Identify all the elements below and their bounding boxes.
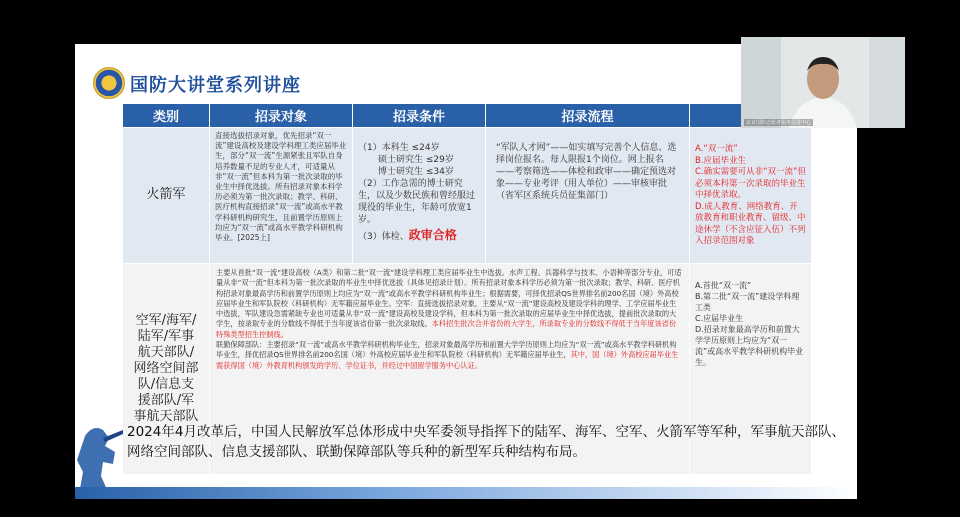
condition-phd-age: 博士研究生 ≤34岁 xyxy=(378,167,454,177)
bottom-decor-bar xyxy=(75,487,857,499)
webcam-label: 北京国防志愿者服务促进中心 xyxy=(746,120,812,126)
note-b: B.第二批“双一流”建设学科理工类 xyxy=(695,292,800,312)
presenter-webcam-feed xyxy=(741,37,905,128)
condition-health: （3）体检、 xyxy=(358,232,409,242)
targets-red2: 其中，国（境）外高校应届毕业生需获得国（境）外教育机构颁发的学历、学位证书，并经过中国留学服务中心认证。 xyxy=(216,350,679,370)
row1-targets: 直接选拔招录对象，优先招录“双一流”建设高校及建设学科理工类应届毕业生，部分“双一流”生源紧张且军队自身培养数量不足的专业人才，可适量从非“双一流”但本科为第一批次录取的毕业生中择优选拔。所有招录对象本科学历必须为第一批次录取；教学、科研、医疗机构直接招录“双一流”或高水平教学科研机构研究生，且前置学历原则上均应为“双一流”或高水平教学科研机构毕业。[2025上] xyxy=(210,128,352,263)
presenter-avatar-icon xyxy=(741,37,905,128)
note-c: C.应届毕业生 xyxy=(695,314,744,323)
header-conditions: 招录条件 xyxy=(353,104,485,127)
row1-conditions xyxy=(353,128,485,263)
condition-political-review: 政审合格 xyxy=(408,228,457,242)
targets-red: 本科招生批次合并省份的大学生，所录取专业的分数线不得低于当年度该省份特殊类型招生控制线。 xyxy=(216,319,677,339)
row2-category: 空军/海军/陆军/军事航天部队/网络空间部队/信息支援部队/军事航天部队 xyxy=(123,264,209,474)
note-b: B.应届毕业生 xyxy=(695,155,747,166)
note-d: D.招录对象最高学历和前置大学学历原则上均应为“双一流”或高水平教学科研机构毕业生。 xyxy=(695,325,804,367)
note-c: C.确实需要可从非“双一流”但必须本科第一次录取的毕业生中择优录取。 xyxy=(695,167,806,200)
targets-main: 主要从首批“双一流”建设高校（A类）和第二批“双一流”建设学科理工类应届毕业生中选拔。水声工程、兵器科学与技术、小语种等部分专业，可适量从非“双一流”但本科为第一批次录取的毕业生中择优选拔（具体见招录计划）。所有招录对象本科学历必须为第一批次录取；教学、科研、医疗机构招录对象最高学历和前置学历原则上均应为“双一流”或高水平教学科研机构毕业生；根据需要，可择优招录QS世界排名前200名国（境）外高校应届毕业生和军队院校（科研机构）无军籍应届毕业生。空军：直接选拔招录对象，主要从“双一流”建设高校及建设学科的理学、工学应届毕业生中选拔，军队建设急需紧缺专业也可适量从非“双一流”建设高校及建设学科，但本科为第一批次录取的应届毕业生中择优选拔，提前批次录取的大学生，按录取专业的分数线不得低于当年度该省份第一批次录取线。 xyxy=(216,268,682,329)
note-a: A.首批“双一流” xyxy=(695,281,752,290)
condition-age-relaxation: （2）工作急需的博士研究生，以及少数民族和曾经服过现役的毕业生，年龄可放宽1岁。 xyxy=(358,179,476,225)
condition-undergrad-age: （1）本科生 ≤24岁 xyxy=(358,143,440,153)
row1-notes xyxy=(690,128,811,263)
row1-process: “军队人才网”——如实填写完善个人信息、选择岗位报名。每人限报1个岗位。网上报名——考察筛选——体检和政审——确定预选对象——专业考评（用人单位）——审核审批（省军区系统兵员征集部门） xyxy=(486,128,689,263)
header-process: 招录流程 xyxy=(486,104,689,127)
header-category: 类别 xyxy=(123,104,209,127)
emblem-logo-icon xyxy=(93,67,125,99)
presentation-slide xyxy=(75,44,857,499)
slide-title: 国防大讲堂系列讲座 xyxy=(130,75,301,96)
header-targets: 招录对象 xyxy=(210,104,352,127)
note-a: A.“双一流” xyxy=(695,144,738,154)
targets-main2: 联勤保障部队：主要招录“双一流”或高水平教学科研机构毕业生，招录对象最高学历和前置大学学历原则上均应为“双一流”或高水平教学科研机构毕业生，择优招录QS世界排名前200名国（境）外高校应届毕业生和军队院校（科研机构）无军籍应届毕业生， xyxy=(216,340,677,360)
condition-master-age: 硕士研究生 ≤29岁 xyxy=(378,155,454,165)
row1-category: 火箭军 xyxy=(123,128,209,263)
note-d: D.成人教育、网络教育、开放教育和职业教育、留级、中途休学（不含应征入伍）不列入招录范围对象 xyxy=(695,201,806,246)
recruitment-table xyxy=(123,104,811,474)
reform-banner-text: 2024年4月改革后，中国人民解放军总体形成中央军委领导指挥下的陆军、海军、空军、火箭军等军种，军事航天部队、网络空间部队、信息支援部队、联勤保障部队等兵种的新型军兵种结构布局。 xyxy=(127,424,845,460)
